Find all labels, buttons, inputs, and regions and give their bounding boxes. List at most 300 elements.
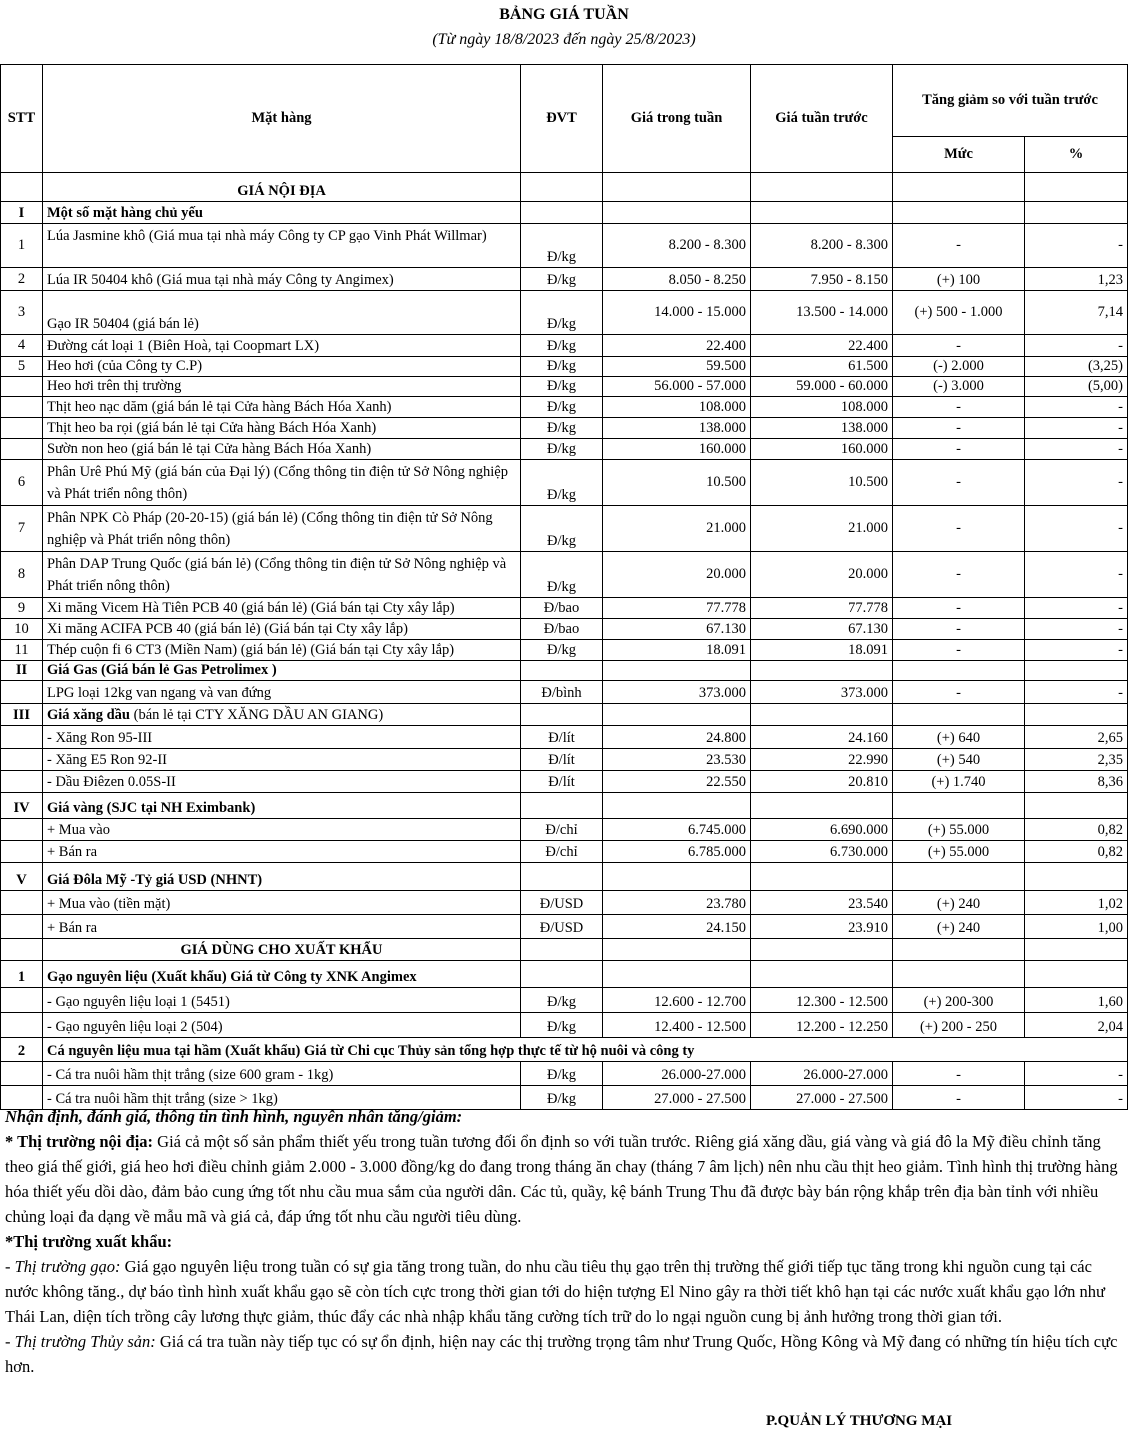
- row-unit: Đ/kg: [521, 224, 603, 268]
- row-change-level: (-) 2.000: [893, 357, 1025, 377]
- row-change-percent: 2,35: [1025, 749, 1128, 771]
- row-stt: 1: [1, 224, 43, 268]
- row-item: + Bán ra: [43, 841, 521, 863]
- empty-cell: [1025, 173, 1128, 202]
- row-price-this-week: 373.000: [603, 681, 751, 704]
- row-item: Phân Urê Phú Mỹ (giá bán của Đại lý) (Cổng thông tin điện tử Sở Nông nghiệp và Phát triển nông thôn): [43, 460, 521, 506]
- row-item: Đường cát loại 1 (Biên Hoà, tại Coopmart LX): [43, 335, 521, 357]
- section-row: [1, 1038, 1128, 1062]
- row-price-last-week: 12.200 - 12.250: [751, 1013, 893, 1038]
- row-change-level: -: [893, 397, 1025, 418]
- row-item: + Mua vào: [43, 819, 521, 841]
- table-row: [1, 335, 1128, 357]
- section-number: I: [1, 202, 43, 224]
- section-name: Giá Gas (Giá bán lẻ Gas Petrolimex ): [43, 661, 521, 681]
- row-stt: 11: [1, 640, 43, 661]
- row-price-last-week: 160.000: [751, 439, 893, 460]
- row-stt: 2: [1, 268, 43, 291]
- empty-cell: [521, 961, 603, 988]
- row-change-level: (+) 200-300: [893, 988, 1025, 1013]
- row-item: Gạo IR 50404 (giá bán lẻ): [43, 291, 521, 335]
- empty-cell: [1025, 661, 1128, 681]
- row-change-level: (+) 640: [893, 726, 1025, 749]
- table-row: [1, 439, 1128, 460]
- table-row: [1, 841, 1128, 863]
- row-change-percent: -: [1025, 397, 1128, 418]
- row-price-this-week: 21.000: [603, 506, 751, 552]
- row-unit: Đ/kg: [521, 268, 603, 291]
- empty-cell: [1025, 202, 1128, 224]
- row-price-this-week: 10.500: [603, 460, 751, 506]
- row-price-last-week: 20.810: [751, 771, 893, 793]
- row-unit: Đ/kg: [521, 988, 603, 1013]
- row-item: - Xăng Ron 95-III: [43, 726, 521, 749]
- row-change-level: (+) 100: [893, 268, 1025, 291]
- empty-cell: [1, 939, 43, 961]
- row-price-last-week: 8.200 - 8.300: [751, 224, 893, 268]
- row-item: - Cá tra nuôi hầm thịt trắng (size > 1kg): [43, 1086, 521, 1110]
- row-price-last-week: 24.160: [751, 726, 893, 749]
- row-stt: [1, 988, 43, 1013]
- row-item: Phân DAP Trung Quốc (giá bán lẻ) (Cổng thông tin điện tử Sở Nông nghiệp và Phát triển nông thôn): [43, 552, 521, 598]
- row-item: Xi măng ACIFA PCB 40 (giá bán lẻ) (Giá bán tại Cty xây lắp): [43, 619, 521, 640]
- row-price-last-week: 7.950 - 8.150: [751, 268, 893, 291]
- row-price-last-week: 10.500: [751, 460, 893, 506]
- section-row: [1, 202, 1128, 224]
- row-item: Thịt heo nạc dăm (giá bán lẻ tại Cửa hàng Bách Hóa Xanh): [43, 397, 521, 418]
- row-price-last-week: 13.500 - 14.000: [751, 291, 893, 335]
- row-price-last-week: 20.000: [751, 552, 893, 598]
- row-price-this-week: 23.530: [603, 749, 751, 771]
- row-change-percent: 7,14: [1025, 291, 1128, 335]
- row-price-this-week: 20.000: [603, 552, 751, 598]
- export-label: *Thị trường xuất khẩu:: [5, 1232, 173, 1251]
- row-price-this-week: 6.745.000: [603, 819, 751, 841]
- row-price-this-week: 27.000 - 27.500: [603, 1086, 751, 1110]
- row-price-this-week: 6.785.000: [603, 841, 751, 863]
- date-range: (Từ ngày 18/8/2023 đến ngày 25/8/2023): [432, 31, 696, 48]
- row-stt: [1, 726, 43, 749]
- row-unit: Đ/kg: [521, 418, 603, 439]
- table-row: [1, 291, 1128, 335]
- table-row: [1, 891, 1128, 915]
- empty-cell: [751, 704, 893, 726]
- row-change-percent: -: [1025, 224, 1128, 268]
- empty-cell: [603, 863, 751, 891]
- row-price-this-week: 14.000 - 15.000: [603, 291, 751, 335]
- row-unit: Đ/kg: [521, 335, 603, 357]
- row-unit: Đ/kg: [521, 1013, 603, 1038]
- col-header-change: Tăng giảm so với tuần trước: [893, 65, 1128, 137]
- table-row: [1, 460, 1128, 506]
- row-price-last-week: 12.300 - 12.500: [751, 988, 893, 1013]
- section-number: IV: [1, 793, 43, 819]
- row-stt: [1, 891, 43, 915]
- row-price-this-week: 56.000 - 57.000: [603, 377, 751, 397]
- row-stt: [1, 749, 43, 771]
- row-unit: Đ/bao: [521, 598, 603, 619]
- col-header-last-week: Giá tuần trước: [751, 65, 893, 173]
- section-name: Cá nguyên liệu mua tại hầm (Xuất khẩu) Giá từ Chi cục Thủy sản tổng hợp thực tế từ hộ nuôi và công ty: [43, 1038, 1128, 1062]
- row-stt: [1, 915, 43, 939]
- row-price-this-week: 67.130: [603, 619, 751, 640]
- empty-cell: [751, 863, 893, 891]
- row-stt: [1, 377, 43, 397]
- col-header-level: Mức: [893, 137, 1025, 173]
- row-unit: Đ/USD: [521, 891, 603, 915]
- section-name-bold: Giá xăng dầu: [47, 707, 130, 723]
- row-stt: 9: [1, 598, 43, 619]
- row-stt: [1, 1013, 43, 1038]
- row-item: Phân NPK Cò Pháp (20-20-15) (giá bán lẻ) (Cổng thông tin điện tử Sở Nông nghiệp và Phát triển nông thôn): [43, 506, 521, 552]
- row-change-percent: (5,00): [1025, 377, 1128, 397]
- empty-cell: [521, 173, 603, 202]
- price-table: [0, 64, 1128, 1110]
- fish-text: Giá cá tra tuần này tiếp tục có sự ổn định, hiện nay các thị trường trọng tâm như Trung Quốc, Hồng Kông và Mỹ đang có những tín hiệu tích cực hơn.: [5, 1332, 1118, 1376]
- row-stt: 10: [1, 619, 43, 640]
- empty-cell: [751, 961, 893, 988]
- section-number: 2: [1, 1038, 43, 1062]
- row-price-this-week: 24.150: [603, 915, 751, 939]
- row-change-level: -: [893, 598, 1025, 619]
- empty-cell: [893, 961, 1025, 988]
- domestic-note: [5, 1129, 1123, 1229]
- row-unit: Đ/kg: [521, 460, 603, 506]
- table-row: [1, 749, 1128, 771]
- notes-heading: Nhận định, đánh giá, thông tin tình hình, nguyên nhân tăng/giảm:: [5, 1107, 463, 1126]
- row-unit: Đ/kg: [521, 640, 603, 661]
- row-change-level: -: [893, 418, 1025, 439]
- rice-note: [5, 1254, 1123, 1329]
- empty-cell: [521, 793, 603, 819]
- row-change-level: (+) 540: [893, 749, 1025, 771]
- row-change-percent: (3,25): [1025, 357, 1128, 377]
- table-row: [1, 506, 1128, 552]
- row-item: - Dầu Điêzen 0.05S-II: [43, 771, 521, 793]
- row-unit: Đ/kg: [521, 397, 603, 418]
- row-price-last-week: 6.690.000: [751, 819, 893, 841]
- notes-section: [5, 1104, 1123, 1379]
- row-unit: Đ/kg: [521, 377, 603, 397]
- table-row: [1, 771, 1128, 793]
- table-row: [1, 1062, 1128, 1086]
- row-price-this-week: 77.778: [603, 598, 751, 619]
- row-unit: Đ/kg: [521, 552, 603, 598]
- empty-cell: [521, 939, 603, 961]
- section-number: II: [1, 661, 43, 681]
- section-row: [1, 863, 1128, 891]
- section-name-rest: (bán lẻ tại CTY XĂNG DẦU AN GIANG): [130, 707, 384, 723]
- row-item: Heo hơi trên thị trường: [43, 377, 521, 397]
- row-change-percent: 2,04: [1025, 1013, 1128, 1038]
- row-change-percent: 1,23: [1025, 268, 1128, 291]
- row-stt: 3: [1, 291, 43, 335]
- row-change-level: (+) 500 - 1.000: [893, 291, 1025, 335]
- row-unit: Đ/bao: [521, 619, 603, 640]
- row-change-level: -: [893, 439, 1025, 460]
- row-change-level: -: [893, 681, 1025, 704]
- empty-cell: [893, 173, 1025, 202]
- row-price-last-week: 23.540: [751, 891, 893, 915]
- row-price-last-week: 22.990: [751, 749, 893, 771]
- row-change-percent: 2,65: [1025, 726, 1128, 749]
- row-price-last-week: 108.000: [751, 397, 893, 418]
- col-header-item: Mặt hàng: [43, 65, 521, 173]
- row-stt: [1, 418, 43, 439]
- empty-cell: [1, 173, 43, 202]
- row-change-level: (+) 200 - 250: [893, 1013, 1025, 1038]
- empty-cell: [893, 863, 1025, 891]
- row-stt: [1, 841, 43, 863]
- row-price-this-week: 26.000-27.000: [603, 1062, 751, 1086]
- empty-cell: [521, 661, 603, 681]
- row-change-level: -: [893, 335, 1025, 357]
- row-change-percent: -: [1025, 1062, 1128, 1086]
- row-stt: 4: [1, 335, 43, 357]
- row-item: Thịt heo ba rọi (giá bán lẻ tại Cửa hàng Bách Hóa Xanh): [43, 418, 521, 439]
- row-change-percent: -: [1025, 460, 1128, 506]
- row-item: Lúa Jasmine khô (Giá mua tại nhà máy Công ty CP gạo Vinh Phát Willmar): [43, 224, 521, 268]
- empty-cell: [1025, 704, 1128, 726]
- empty-cell: [751, 661, 893, 681]
- domestic-label: * Thị trường nội địa:: [5, 1132, 154, 1151]
- empty-cell: [751, 173, 893, 202]
- row-change-level: (+) 55.000: [893, 819, 1025, 841]
- section-row: [1, 704, 1128, 726]
- row-change-percent: 1,60: [1025, 988, 1128, 1013]
- row-stt: [1, 397, 43, 418]
- table-row: [1, 726, 1128, 749]
- empty-cell: [521, 863, 603, 891]
- row-stt: 8: [1, 552, 43, 598]
- row-price-this-week: 8.050 - 8.250: [603, 268, 751, 291]
- row-change-level: -: [893, 460, 1025, 506]
- table-row: [1, 357, 1128, 377]
- row-unit: Đ/chỉ: [521, 841, 603, 863]
- row-item: LPG loại 12kg van ngang và van đứng: [43, 681, 521, 704]
- table-row: [1, 619, 1128, 640]
- row-change-percent: -: [1025, 439, 1128, 460]
- row-price-this-week: 8.200 - 8.300: [603, 224, 751, 268]
- row-change-level: -: [893, 1086, 1025, 1110]
- row-price-last-week: 26.000-27.000: [751, 1062, 893, 1086]
- row-price-this-week: 12.400 - 12.500: [603, 1013, 751, 1038]
- row-stt: [1, 819, 43, 841]
- row-price-last-week: 21.000: [751, 506, 893, 552]
- row-stt: 7: [1, 506, 43, 552]
- table-row: [1, 377, 1128, 397]
- row-stt: 5: [1, 357, 43, 377]
- table-row: [1, 552, 1128, 598]
- empty-cell: [603, 661, 751, 681]
- section-name: [43, 704, 521, 726]
- section-row: [1, 961, 1128, 988]
- fish-label: - Thị trường Thủy sản:: [5, 1332, 156, 1351]
- row-change-percent: -: [1025, 506, 1128, 552]
- row-change-level: -: [893, 552, 1025, 598]
- row-change-percent: 0,82: [1025, 841, 1128, 863]
- row-change-percent: -: [1025, 552, 1128, 598]
- row-stt: [1, 771, 43, 793]
- section-number: 1: [1, 961, 43, 988]
- table-row: [1, 224, 1128, 268]
- table-row: [1, 418, 1128, 439]
- col-header-stt: STT: [1, 65, 43, 173]
- row-change-level: -: [893, 1062, 1025, 1086]
- row-change-percent: -: [1025, 418, 1128, 439]
- empty-cell: [521, 202, 603, 224]
- row-unit: Đ/bình: [521, 681, 603, 704]
- row-change-percent: 1,00: [1025, 915, 1128, 939]
- row-price-this-week: 18.091: [603, 640, 751, 661]
- signature: P.QUẢN LÝ THƯƠNG MẠI: [766, 1413, 953, 1429]
- row-price-this-week: 24.800: [603, 726, 751, 749]
- row-unit: Đ/lít: [521, 749, 603, 771]
- row-item: - Xăng E5 Ron 92-II: [43, 749, 521, 771]
- row-change-percent: 0,82: [1025, 819, 1128, 841]
- row-unit: Đ/kg: [521, 357, 603, 377]
- table-row: [1, 640, 1128, 661]
- row-unit: Đ/kg: [521, 1086, 603, 1110]
- empty-cell: [893, 793, 1025, 819]
- row-change-percent: -: [1025, 598, 1128, 619]
- empty-cell: [893, 661, 1025, 681]
- row-price-last-week: 23.910: [751, 915, 893, 939]
- empty-cell: [603, 704, 751, 726]
- section-name: Gạo nguyên liệu (Xuất khẩu) Giá từ Công ty XNK Angimex: [43, 961, 521, 988]
- table-row: [1, 397, 1128, 418]
- section-number: V: [1, 863, 43, 891]
- row-change-level: -: [893, 640, 1025, 661]
- row-change-percent: 8,36: [1025, 771, 1128, 793]
- section-row: [1, 793, 1128, 819]
- row-unit: Đ/lít: [521, 771, 603, 793]
- table-row: [1, 1013, 1128, 1038]
- fish-note: [5, 1329, 1123, 1379]
- row-price-last-week: 22.400: [751, 335, 893, 357]
- row-change-level: (-) 3.000: [893, 377, 1025, 397]
- rice-label: - Thị trường gạo:: [5, 1257, 121, 1276]
- row-change-level: -: [893, 506, 1025, 552]
- empty-cell: [603, 793, 751, 819]
- row-change-percent: -: [1025, 619, 1128, 640]
- row-unit: Đ/kg: [521, 439, 603, 460]
- row-change-percent: -: [1025, 1086, 1128, 1110]
- domestic-text: Giá cả một số sản phẩm thiết yếu trong tuần tương đối ổn định so với tuần trước. Riêng giá xăng dầu, giá vàng và giá đô la Mỹ điều chỉnh tăng theo giá thế giới, giá heo hơi điều chỉnh giảm 2.000 - 3.000 đồng/kg do đang trong tháng ăn chay (tháng 7 âm lịch) nên nhu cầu thịt heo giảm. Tình hình thị trường hàng hóa thiết yếu dồi dào, đảm bảo cung ứng tốt nhu cầu mua sắm của người dân. Các tủ, quầy, kệ bánh Trung Thu đã được bày bán rộng khắp trên địa bàn tỉnh với nhiều chủng loại đa dạng về mẫu mã và giá cả, đáp ứng tốt nhu cầu người tiêu dùng.: [5, 1132, 1118, 1226]
- row-change-level: (+) 1.740: [893, 771, 1025, 793]
- empty-cell: [603, 961, 751, 988]
- row-item: - Gạo nguyên liệu loại 1 (5451): [43, 988, 521, 1013]
- row-unit: Đ/kg: [521, 1062, 603, 1086]
- row-change-level: (+) 240: [893, 915, 1025, 939]
- empty-cell: [603, 173, 751, 202]
- row-price-last-week: 6.730.000: [751, 841, 893, 863]
- section-name: Một số mặt hàng chủ yếu: [43, 202, 521, 224]
- row-unit: Đ/USD: [521, 915, 603, 939]
- row-item: Lúa IR 50404 khô (Giá mua tại nhà máy Công ty Angimex): [43, 268, 521, 291]
- empty-cell: [893, 202, 1025, 224]
- row-item: + Mua vào (tiền mặt): [43, 891, 521, 915]
- section-name: Giá vàng (SJC tại NH Eximbank): [43, 793, 521, 819]
- table-row: [1, 915, 1128, 939]
- row-stt: [1, 1062, 43, 1086]
- row-change-percent: -: [1025, 335, 1128, 357]
- row-change-percent: 1,02: [1025, 891, 1128, 915]
- empty-cell: [1025, 863, 1128, 891]
- row-stt: 6: [1, 460, 43, 506]
- row-change-level: -: [893, 619, 1025, 640]
- category-heading-row: [1, 173, 1128, 202]
- row-unit: Đ/lít: [521, 726, 603, 749]
- table-row: [1, 268, 1128, 291]
- empty-cell: [751, 202, 893, 224]
- category-heading: GIÁ DÙNG CHO XUẤT KHẨU: [43, 939, 521, 961]
- section-number: III: [1, 704, 43, 726]
- row-item: Thép cuộn fi 6 CT3 (Miền Nam) (giá bán lẻ) (Giá bán tại Cty xây lắp): [43, 640, 521, 661]
- row-price-last-week: 138.000: [751, 418, 893, 439]
- row-price-this-week: 138.000: [603, 418, 751, 439]
- row-price-last-week: 67.130: [751, 619, 893, 640]
- row-change-level: (+) 240: [893, 891, 1025, 915]
- table-row: [1, 819, 1128, 841]
- row-item: Sườn non heo (giá bán lẻ tại Cửa hàng Bách Hóa Xanh): [43, 439, 521, 460]
- table-row: [1, 988, 1128, 1013]
- empty-cell: [1025, 793, 1128, 819]
- empty-cell: [751, 793, 893, 819]
- empty-cell: [893, 939, 1025, 961]
- row-price-this-week: 12.600 - 12.700: [603, 988, 751, 1013]
- category-heading: GIÁ NỘI ĐỊA: [43, 173, 521, 202]
- row-unit: Đ/chỉ: [521, 819, 603, 841]
- col-header-this-week: Giá trong tuần: [603, 65, 751, 173]
- empty-cell: [1025, 939, 1128, 961]
- row-price-last-week: 27.000 - 27.500: [751, 1086, 893, 1110]
- empty-cell: [1025, 961, 1128, 988]
- row-change-level: (+) 55.000: [893, 841, 1025, 863]
- row-item: Xi măng Vicem Hà Tiên PCB 40 (giá bán lẻ) (Giá bán tại Cty xây lắp): [43, 598, 521, 619]
- section-name: Giá Đôla Mỹ -Tỷ giá USD (NHNT): [43, 863, 521, 891]
- table-row: [1, 598, 1128, 619]
- row-item: - Cá tra nuôi hầm thịt trắng (size 600 gram - 1kg): [43, 1062, 521, 1086]
- row-change-percent: -: [1025, 681, 1128, 704]
- table-row: [1, 681, 1128, 704]
- row-change-level: -: [893, 224, 1025, 268]
- row-stt: [1, 681, 43, 704]
- row-price-this-week: 160.000: [603, 439, 751, 460]
- row-price-this-week: 23.780: [603, 891, 751, 915]
- header-row: [1, 65, 1128, 137]
- row-price-last-week: 61.500: [751, 357, 893, 377]
- category-heading-row: [1, 939, 1128, 961]
- empty-cell: [521, 704, 603, 726]
- row-price-this-week: 22.550: [603, 771, 751, 793]
- row-price-last-week: 373.000: [751, 681, 893, 704]
- row-price-this-week: 108.000: [603, 397, 751, 418]
- row-item: + Bán ra: [43, 915, 521, 939]
- row-change-percent: -: [1025, 640, 1128, 661]
- empty-cell: [751, 939, 893, 961]
- page-title: BẢNG GIÁ TUẦN: [499, 6, 629, 23]
- col-header-percent: %: [1025, 137, 1128, 173]
- row-unit: Đ/kg: [521, 291, 603, 335]
- row-price-last-week: 18.091: [751, 640, 893, 661]
- row-item: - Gạo nguyên liệu loại 2 (504): [43, 1013, 521, 1038]
- row-price-last-week: 77.778: [751, 598, 893, 619]
- row-price-this-week: 22.400: [603, 335, 751, 357]
- empty-cell: [603, 939, 751, 961]
- col-header-unit: ĐVT: [521, 65, 603, 173]
- empty-cell: [603, 202, 751, 224]
